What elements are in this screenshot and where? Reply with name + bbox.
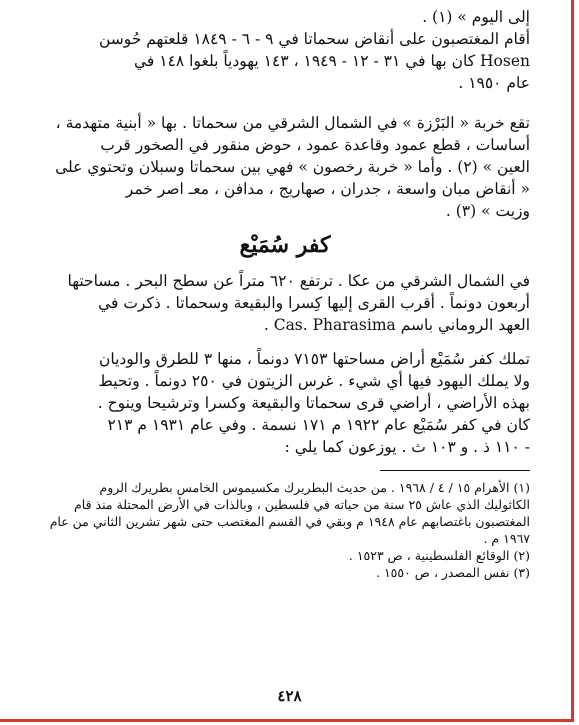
body-line: - ١١٠ ذ . و ١٠٣ ث . يوزعون كما يلي : (284, 438, 530, 456)
body-line: أقام المغتصبون على أنقاض سحماتا في ٩ - ٦ - ١٨٤٩ قلعتهم حُوسن (98, 30, 530, 48)
body-line: وزيت » (٣) . (445, 202, 530, 220)
footnote-line: (٢) الوقائع الفلسطينية ، ص ١٥٢٣ . (348, 548, 530, 563)
body-line: تقع خربة « البَرْزة » في الشمال الشرقي من سحماتا . بها « أبنية متهدمة ، (55, 114, 530, 132)
body-line: أربعون دونماً . أقرب القرى إليها كِسرا والبقيعة وسحماتا . ذكرت في (98, 294, 530, 312)
footnote-line: ١٩٦٧ م . (483, 531, 530, 546)
body-line: إلى اليوم » (١) . (422, 8, 530, 26)
body-line: ولا يملك اليهود فيها أي شيء . غرس الزيتون في ٢٥٠ دونماً . وتحيط (98, 372, 530, 390)
body-line: العهد الروماني باسم Cas. Pharasima . (263, 316, 530, 334)
body-line: أساسات ، قطع عمود وقاعدة عمود ، حوض منقور في الصخور قرب (100, 136, 530, 154)
page-number: ٤٢٨ (277, 687, 302, 705)
body-line: Hosen كان بها في ٣١ - ١٢ - ١٩٤٩ ، ١٤٣ يهودياً بلغوا ١٤٨ في (133, 52, 530, 70)
footnote-line: (١) الأهرام ١٥ / ٤ / ١٩٦٨ . من حديث البطريرك مكسيموس الخامس بطريرك الروم (99, 480, 530, 495)
body-line: « أنقاض مبان واسعة ، جدران ، صهاريج ، مدافن ، معـ اصر خمر (125, 180, 530, 198)
footnote-line: المغتصبون باغتصابهم عام ١٩٤٨ م وبقي في القسم المغتصب حتى شهر تشرين الثاني من عام (49, 514, 530, 529)
book-page (40, 6, 530, 581)
body-line: في الشمال الشرقي من عكا . ترتفع ٦٢٠ متراً عن سطح البحر . مساحتها (67, 272, 530, 290)
body-line: تملك كفر سُمَيْع أراض مساحتها ٧١٥٣ دونماً ، منها ٣ للطرق والوديان (98, 350, 530, 368)
section-heading: كفر سُمَيْع (239, 232, 331, 258)
body-line: العين » (٢) . وأما « خربة رخصون » فهي بين سحماتا وسبلان وتحتوي على (55, 158, 530, 176)
body-line: بهذه الأراضي ، أراضي قرى سحماتا والبقيعة وكسرا وترشيحا وينوح . (97, 394, 530, 412)
footnote-line: الكاثوليك الذي عاش ٢٥ سنة من حياته في فلسطين ، وبالذات في الأرض المحتلة منذ قام (74, 497, 530, 512)
body-line: كان في كفر سُمَيْع عام ١٩٢٢ م ١٧١ نسمة . وفي عام ١٩٣١ م ٢١٣ (107, 416, 530, 434)
footnote-line: (٣) نفس المصدر ، ص ١٥٥٠ . (376, 565, 530, 580)
body-line: عام ١٩٥٠ . (458, 74, 530, 92)
footnote-divider (380, 470, 530, 471)
